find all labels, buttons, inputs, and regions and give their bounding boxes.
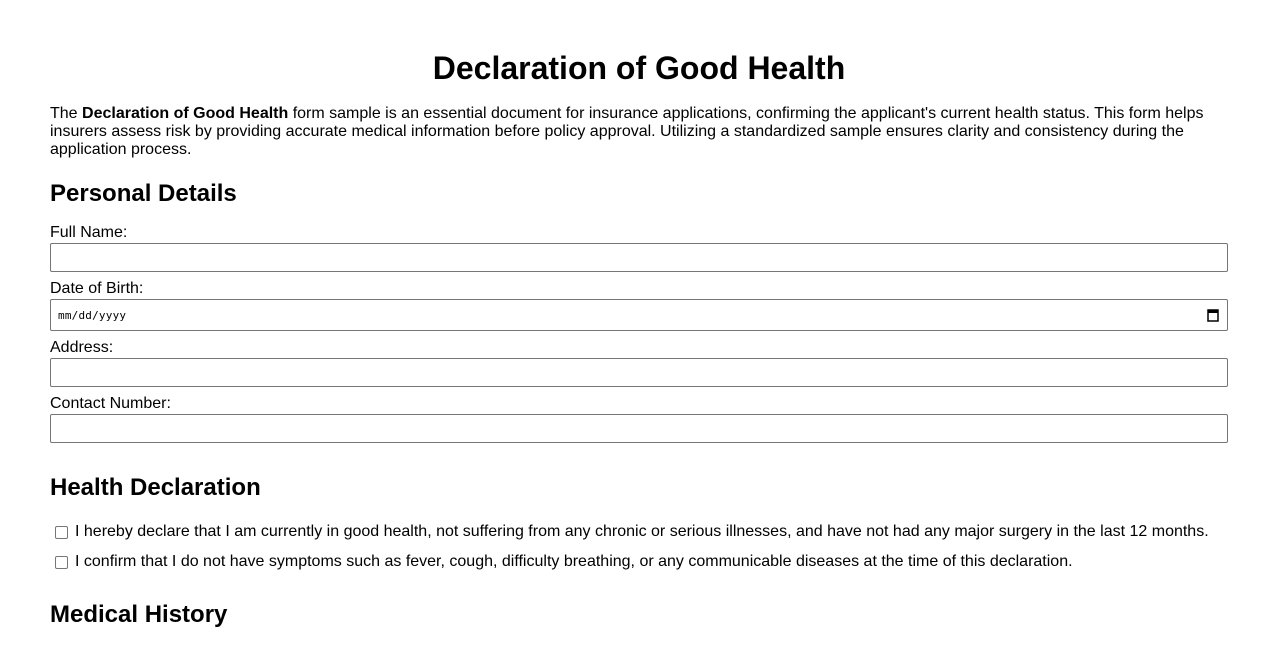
dob-input[interactable] (50, 299, 1228, 331)
medical-history-heading: Medical History (50, 601, 228, 628)
no-symptoms-label: I confirm that I do not have symptoms such as fever, cough, difficulty breathing, or any communicable diseases at the time of this declaration. (75, 553, 1073, 570)
good-health-label: I hereby declare that I am currently in good health, not suffering from any chronic or serious illnesses, and have not had any major surgery in the last 12 months. (75, 523, 1209, 540)
personal-details-section (50, 180, 1228, 443)
intro-suffix: form sample is an essential document for insurance applications, confirming the applicant's current health status. This form helps insurers assess risk by providing accurate medical information before policy approval. Utilizing a standardized sample ensures clarity and consistency during the application process. (50, 105, 1204, 158)
personal-details-heading: Personal Details (50, 180, 237, 207)
contact-number-label: Contact Number: (50, 395, 171, 412)
health-declaration-section (50, 474, 1228, 571)
page-title: Declaration of Good Health (432, 50, 846, 86)
intro-bold: Declaration of Good Health (82, 105, 289, 122)
good-health-declaration-row[interactable] (54, 523, 1228, 541)
no-symptoms-declaration-row[interactable] (54, 553, 1228, 571)
good-health-checkbox[interactable] (55, 526, 68, 539)
health-declaration-heading: Health Declaration (50, 474, 261, 501)
intro-prefix: The (50, 105, 83, 122)
address-label: Address: (50, 339, 114, 356)
medical-history-section (50, 601, 1228, 629)
calendar-icon[interactable] (1207, 309, 1219, 322)
dob-placeholder: mm/dd/yyyy (58, 308, 127, 322)
no-symptoms-checkbox[interactable] (55, 556, 68, 569)
contact-number-input[interactable] (50, 414, 1228, 443)
full-name-label: Full Name: (50, 224, 128, 241)
dob-label: Date of Birth: (50, 280, 144, 297)
intro-paragraph (50, 105, 1210, 159)
full-name-input[interactable] (50, 243, 1228, 272)
address-input[interactable] (50, 358, 1228, 387)
